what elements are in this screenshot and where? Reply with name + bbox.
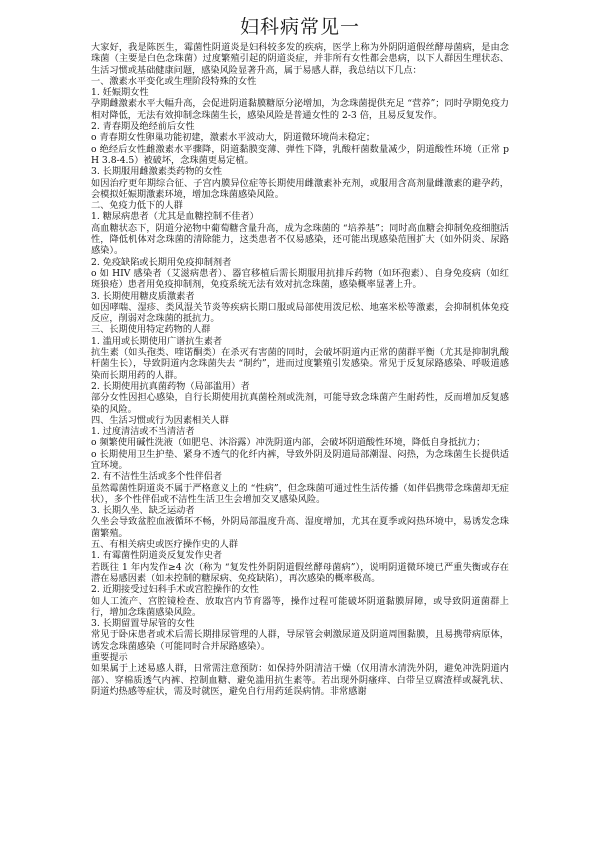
section-heading: 三、长期使用特定药物的人群 (91, 324, 211, 336)
section-heading: 3. 长期留置导尿管的女性 (91, 618, 195, 630)
section-heading: 二、免疫力低下的人群 (91, 200, 183, 212)
body-paragraph: 常见于卧床患者或术后需长期排尿管理的人群，导尿管会刺激尿道及阴道周围黏膜，且易携带病原体，诱发念珠菌感染（可能同时合并尿路感染）。 (91, 629, 509, 652)
document-body (91, 42, 509, 697)
body-paragraph: 部分女性因担心感染，自行长期使用抗真菌栓剂或洗剂，可能导致念珠菌产生耐药性，反而增加反复感染的风险。 (91, 392, 509, 415)
section-heading: 2. 近期接受过妇科手术或宫腔操作的女性 (91, 584, 259, 596)
section-heading: 五、有相关病史或医疗操作史的人群 (91, 539, 238, 551)
document-page (91, 14, 509, 697)
body-paragraph: o 频繁使用碱性洗液（如肥皂、沐浴露）冲洗阴道内部，会破坏阴道酸性环境，降低自身抵抗力； (91, 437, 486, 449)
body-paragraph: 大家好，我是陈医生，霉菌性阴道炎是妇科较多发的疾病，医学上称为外阴阴道假丝酵母菌病，是由念珠菌（主要是白色念珠菌）过度繁殖引起的阴道炎症，并非所有女性都会患病，以下人群因生理状态、生活习惯或基础健康问题，感染风险显著升高，属于易感人群，我总结以下几点： (91, 42, 509, 76)
section-heading: 2. 长期使用抗真菌药物（局部滥用）者 (91, 380, 250, 392)
body-paragraph: 孕期雌激素水平大幅升高，会促进阴道黏膜糖原分泌增加，为念珠菌提供充足 “营养”；同时孕期免疫力相对降低，无法有效抑制念珠菌生长，感染风险是普通女性的 2-3 倍，且易反复发作。 (91, 98, 509, 121)
body-paragraph: o 长期使用卫生护垫、紧身不透气的化纤内裤，导致外阴及阴道局部潮湿、闷热，为念珠菌生长提供适宜环境。 (91, 448, 509, 471)
section-heading: 1. 糖尿病患者（尤其是血糖控制不佳者） (91, 211, 259, 223)
body-paragraph: 抗生素（如头孢类、喹诺酮类）在杀灭有害菌的同时，会破坏阴道内正常的菌群平衡（尤其是抑制乳酸杆菌生长），导致阴道内念珠菌失去 “制约”，进而过度繁殖引发感染。常见于反复尿路感染、呼吸道感染而长期用药的人群。 (91, 347, 509, 381)
body-paragraph: 如因哮喘、湿疹、类风湿关节炎等疾病长期口服或局部使用泼尼松、地塞米松等激素，会抑制机体免疫反应，削弱对念珠菌的抵抗力。 (91, 301, 509, 325)
section-heading: 重要提示 (91, 652, 128, 664)
section-heading: 2. 青春期及绝经前后女性 (91, 121, 195, 133)
body-paragraph: o 如 HIV 感染者（艾滋病患者）、器官移植后需长期服用抗排斥药物（如环孢素）、自身免疫病（如红斑狼疮）患者用免疫抑制剂，免疫系统无法有效对抗念珠菌，感染概率显著上升。 (91, 267, 509, 291)
section-heading: 2. 免疫缺陷或长期用免疫抑制剂者 (91, 256, 232, 268)
body-paragraph: 高血糖状态下，阴道分泌物中葡萄糖含量升高，成为念珠菌的 “培养基”；同时高血糖会抑制免疫细胞活性，降低机体对念珠菌的清除能力，这类患者不仅易感染，还可能出现感染范围扩大（如外阴炎、尿路感染）。 (91, 222, 509, 257)
body-paragraph: o 绝经后女性雌激素水平骤降，阴道黏膜变薄、弹性下降，乳酸杆菌数量减少，阴道酸性环境（正常 pH 3.8-4.5）被破坏，念珠菌更易定植。 (91, 143, 509, 166)
section-heading: 一、激素水平变化或生理阶段特殊的女性 (91, 75, 257, 87)
section-heading: 1. 过度清洁或不当清洁者 (91, 426, 195, 438)
section-heading: 2. 有不洁性生活或多个性伴侣者 (91, 471, 223, 483)
section-heading: 四、生活习惯或行为因素相关人群 (91, 414, 229, 426)
body-paragraph: 若既往 1 年内发作≥4 次（称为 “复发性外阴阴道假丝酵母菌病”），说明阴道微环境已严重失衡或存在潜在易感因素（如未控制的糖尿病、免疫缺陷），再次感染的概率极高。 (91, 561, 509, 584)
body-paragraph: 如因治疗更年期综合征、子宫内膜异位症等长期使用雌激素补充剂，或服用含高剂量雌激素的避孕药，会模拟妊娠期激素环境，增加念珠菌感染风险。 (91, 177, 509, 200)
document-title: 妇科病常见一 (239, 16, 360, 38)
body-paragraph: o 青春期女性卵巢功能初建，激素水平波动大，阴道微环境尚未稳定； (91, 132, 376, 144)
body-paragraph: 久坐会导致盆腔血液循环不畅，外阴局部温度升高、湿度增加，尤其在夏季或闷热环境中，易诱发念珠菌繁殖。 (91, 516, 509, 539)
body-paragraph: 如果属于上述易感人群，日常需注意预防：如保持外阴清洁干燥（仅用清水清洗外阴，避免冲洗阴道内部）、穿棉质透气内裤、控制血糖、避免滥用抗生素等。若出现外阴瘙痒、白带呈豆腐渣样或凝乳状、阴道灼热感等症状，需及时就医，避免自行用药延误病情。非常感谢 (91, 663, 509, 697)
section-heading: 3. 长期久坐、缺乏运动者 (91, 505, 195, 517)
section-heading: 3. 长期服用雌激素类药物的女性 (91, 166, 223, 178)
body-paragraph: 虽然霉菌性阴道炎不属于严格意义上的 “性病”，但念珠菌可通过性生活传播（如伴侣携带念珠菌却无症状），多个性伴侣或不洁性生活卫生会增加交叉感染风险。 (91, 482, 509, 505)
section-heading: 3. 长期使用糖皮质激素者 (91, 290, 195, 302)
section-heading: 1. 妊娠期女性 (91, 87, 149, 99)
section-heading: 1. 滥用或长期使用广谱抗生素者 (91, 335, 223, 347)
section-heading: 1. 有霉菌性阴道炎反复发作史者 (91, 550, 223, 562)
body-paragraph: 如人工流产、宫腔镜检查、放取宫内节育器等，操作过程可能破坏阴道黏膜屏障，或导致阴道菌群上行，增加念珠菌感染风险。 (91, 595, 509, 618)
